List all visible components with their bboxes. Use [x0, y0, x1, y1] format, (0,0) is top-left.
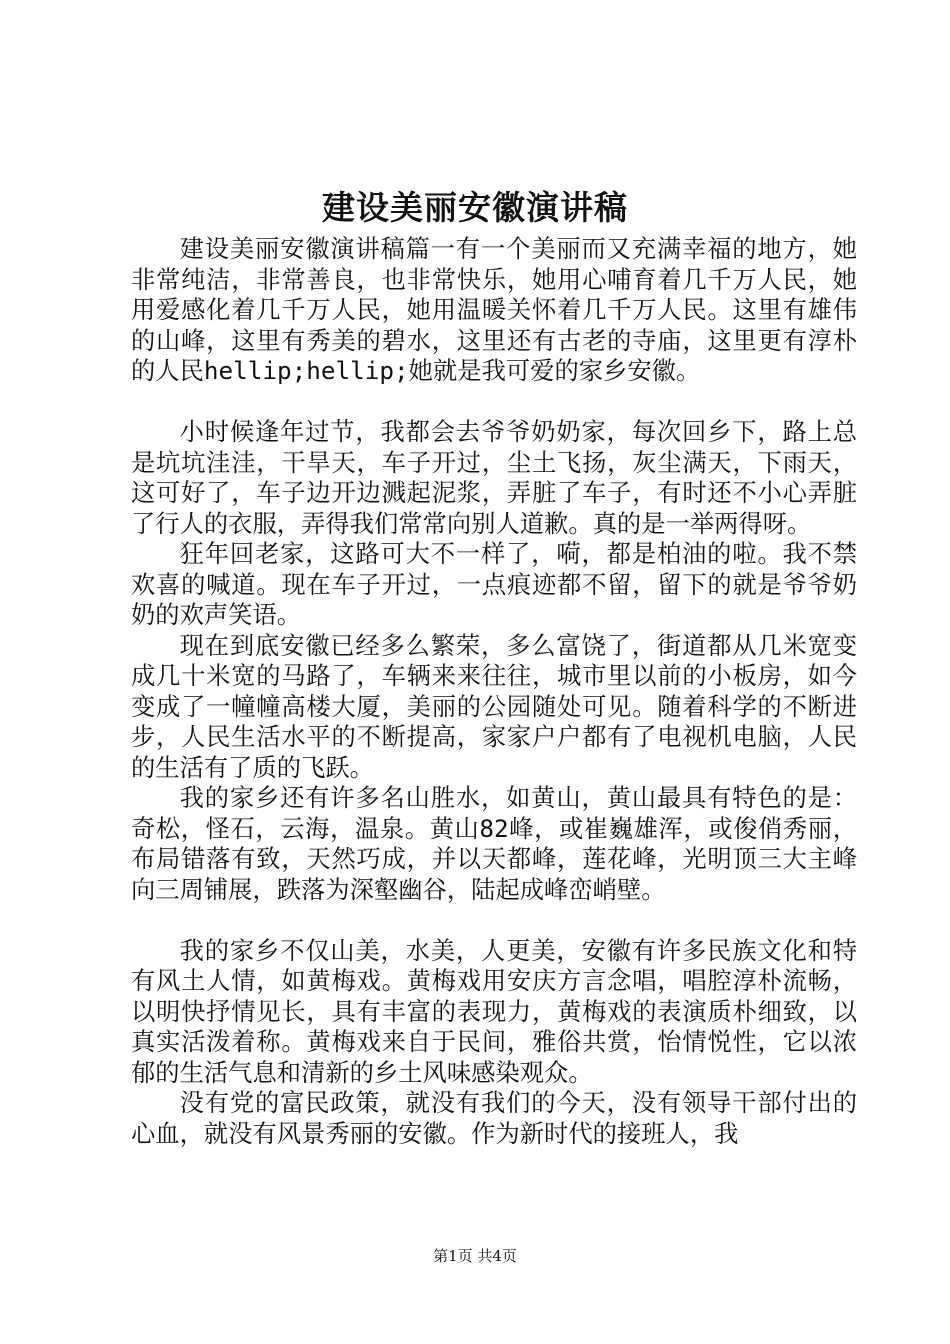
document-title: 建设美丽安徽演讲稿 — [322, 188, 628, 227]
paragraph-2: 小时候逢年过节，我都会去爷爷奶奶家，每次回乡下，路上总是坑坑洼洼，干旱天，车子开过，尘土飞扬，灰尘满天，下雨天，这可好了，车子边开边溅起泥浆，弄脏了车子，有时还不小心弄脏了行人的衣服，弄得我们常常向别人道歉。真的是一举两得呀。 — [131, 417, 857, 538]
page-number-footer: 第1页 共4页 — [433, 1247, 517, 1265]
paragraph-1: 建设美丽安徽演讲稿篇一有一个美丽而又充满幸福的地方，她非常纯洁，非常善良，也非常快乐，她用心哺育着几千万人民，她用爱感化着几千万人民，她用温暖关怀着几千万人民。这里有雄伟的山峰，这里有秀美的碧水，这里还有古老的寺庙，这里更有淳朴的人民hellip;hellip;她就是我可爱的家乡安徽。 — [131, 234, 857, 385]
paragraph-5: 我的家乡还有许多名山胜水，如黄山，黄山最具有特色的是：奇松，怪石，云海，温泉。黄山82峰，或崔巍雄浑，或俊俏秀丽，布局错落有致，天然巧成，并以天都峰，莲花峰，光明顶三大主峰向三周铺展，跌落为深壑幽谷，陆起成峰峦峭壁。 — [131, 783, 857, 904]
document-body — [131, 234, 857, 1149]
paragraph-6: 我的家乡不仅山美，水美，人更美，安徽有许多民族文化和特有风土人情，如黄梅戏。黄梅戏用安庆方言念唱，唱腔淳朴流畅，以明快抒情见长，具有丰富的表现力，黄梅戏的表演质朴细致，以真实活泼着称。黄梅戏来自于民间，雅俗共赏，怡情悦性，它以浓郁的生活气息和清新的乡土风味感染观众。 — [131, 935, 857, 1087]
paragraph-4: 现在到底安徽已经多么繁荣，多么富饶了，街道都从几米宽变成几十米宽的马路了，车辆来来往往，城市里以前的小板房，如今变成了一幢幢高楼大厦，美丽的公园随处可见。随着科学的不断进步，人民生活水平的不断提高，家家户户都有了电视机电脑，人民的生活有了质的飞跃。 — [131, 630, 857, 782]
paragraph-3: 狂年回老家，这路可大不一样了，嗬，都是柏油的啦。我不禁欢喜的喊道。现在车子开过，一点痕迹都不留，留下的就是爷爷奶奶的欢声笑语。 — [131, 539, 857, 629]
paragraph-7: 没有党的富民政策，就没有我们的今天，没有领导干部付出的心血，就没有风景秀丽的安徽。作为新时代的接班人，我 — [131, 1088, 857, 1148]
